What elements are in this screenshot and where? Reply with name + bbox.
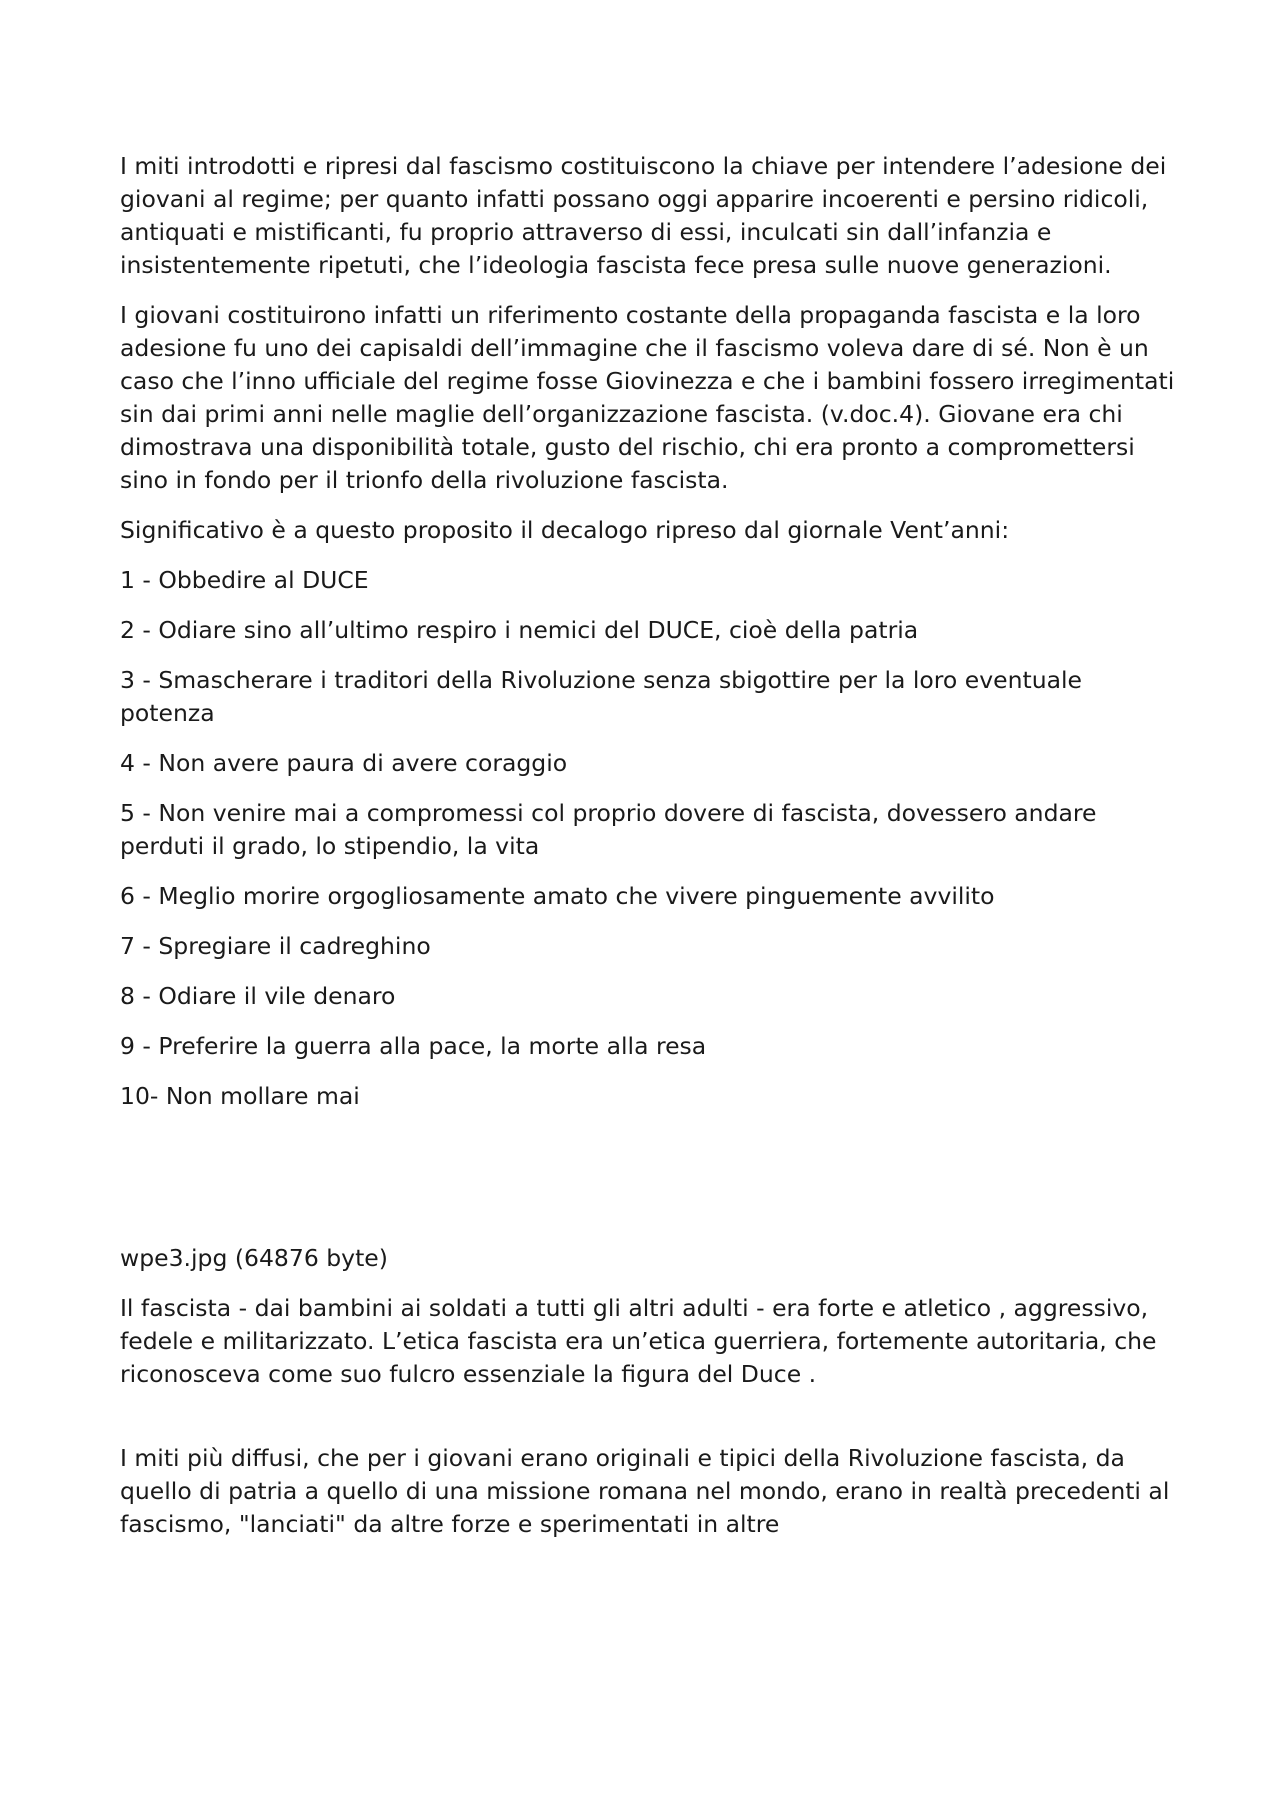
decalogue-item: 1 - Obbedire al DUCE (120, 566, 369, 594)
decalogue-item: 8 - Odiare il vile denaro (120, 982, 396, 1010)
paragraph-fascist-ethic: Il fascista - dai bambini ai soldati a tutti gli altri adulti - era forte e atletico , aggressivo, fedele e militarizzato. L’etica fascista era un’etica guerriera, fortemente autoritaria, che riconosceva come suo fulcro essenziale la figura del Duce . (120, 1294, 1157, 1388)
image-caption: wpe3.jpg (64876 byte) (120, 1244, 388, 1272)
paragraph-decalogue-intro: Significativo è a questo proposito il decalogo ripreso dal giornale Vent’anni: (120, 516, 1010, 544)
decalogue-list (120, 564, 1180, 1113)
blank-space (120, 1130, 1180, 1242)
paragraph-myths: I miti più diffusi, che per i giovani erano originali e tipici della Rivoluzione fascista, da quello di patria a quello di una missione romana nel mondo, erano in realtà precedenti al fascismo, "lanciati" da altre forze e sperimentati in altre (120, 1444, 1170, 1538)
paragraph-intro: I miti introdotti e ripresi dal fascismo costituiscono la chiave per intendere l’adesione dei giovani al regime; per quanto infatti possano oggi apparire incoerenti e persino ridicoli, antiquati e mistificanti, fu proprio attraverso di essi, inculcati sin dall’infanzia e insistentemente ripetuti, che l’ideologia fascista fece presa sulle nuove generazioni. (120, 152, 1167, 279)
decalogue-item: 2 - Odiare sino all’ultimo respiro i nemici del DUCE, cioè della patria (120, 616, 919, 644)
decalogue-item: 5 - Non venire mai a compromessi col proprio dovere di fascista, dovessero andare perduti il grado, lo stipendio, la vita (120, 799, 1097, 860)
decalogue-item: 10- Non mollare mai (120, 1082, 360, 1110)
decalogue-item: 3 - Smascherare i traditori della Rivoluzione senza sbigottire per la loro eventuale potenza (120, 666, 1082, 727)
decalogue-item: 9 - Preferire la guerra alla pace, la morte alla resa (120, 1032, 707, 1060)
decalogue-item: 4 - Non avere paura di avere coraggio (120, 749, 568, 777)
blank-space (120, 1408, 1180, 1442)
decalogue-item: 6 - Meglio morire orgogliosamente amato che vivere pinguemente avvilito (120, 882, 995, 910)
document-page (120, 150, 1180, 1558)
decalogue-item: 7 - Spregiare il cadreghino (120, 932, 431, 960)
paragraph-youth-propaganda: I giovani costituirono infatti un riferimento costante della propaganda fascista e la loro adesione fu uno dei capisaldi dell’immagine che il fascismo voleva dare di sé. Non è un caso che l’inno ufficiale del regime fosse Giovinezza e che i bambini fossero irregimentati sin dai primi anni nelle maglie dell’organizzazione fascista. (v.doc.4). Giovane era chi dimostrava una disponibilità totale, gusto del rischio, chi era pronto a compromettersi sino in fondo per il trionfo della rivoluzione fascista. (120, 301, 1175, 494)
